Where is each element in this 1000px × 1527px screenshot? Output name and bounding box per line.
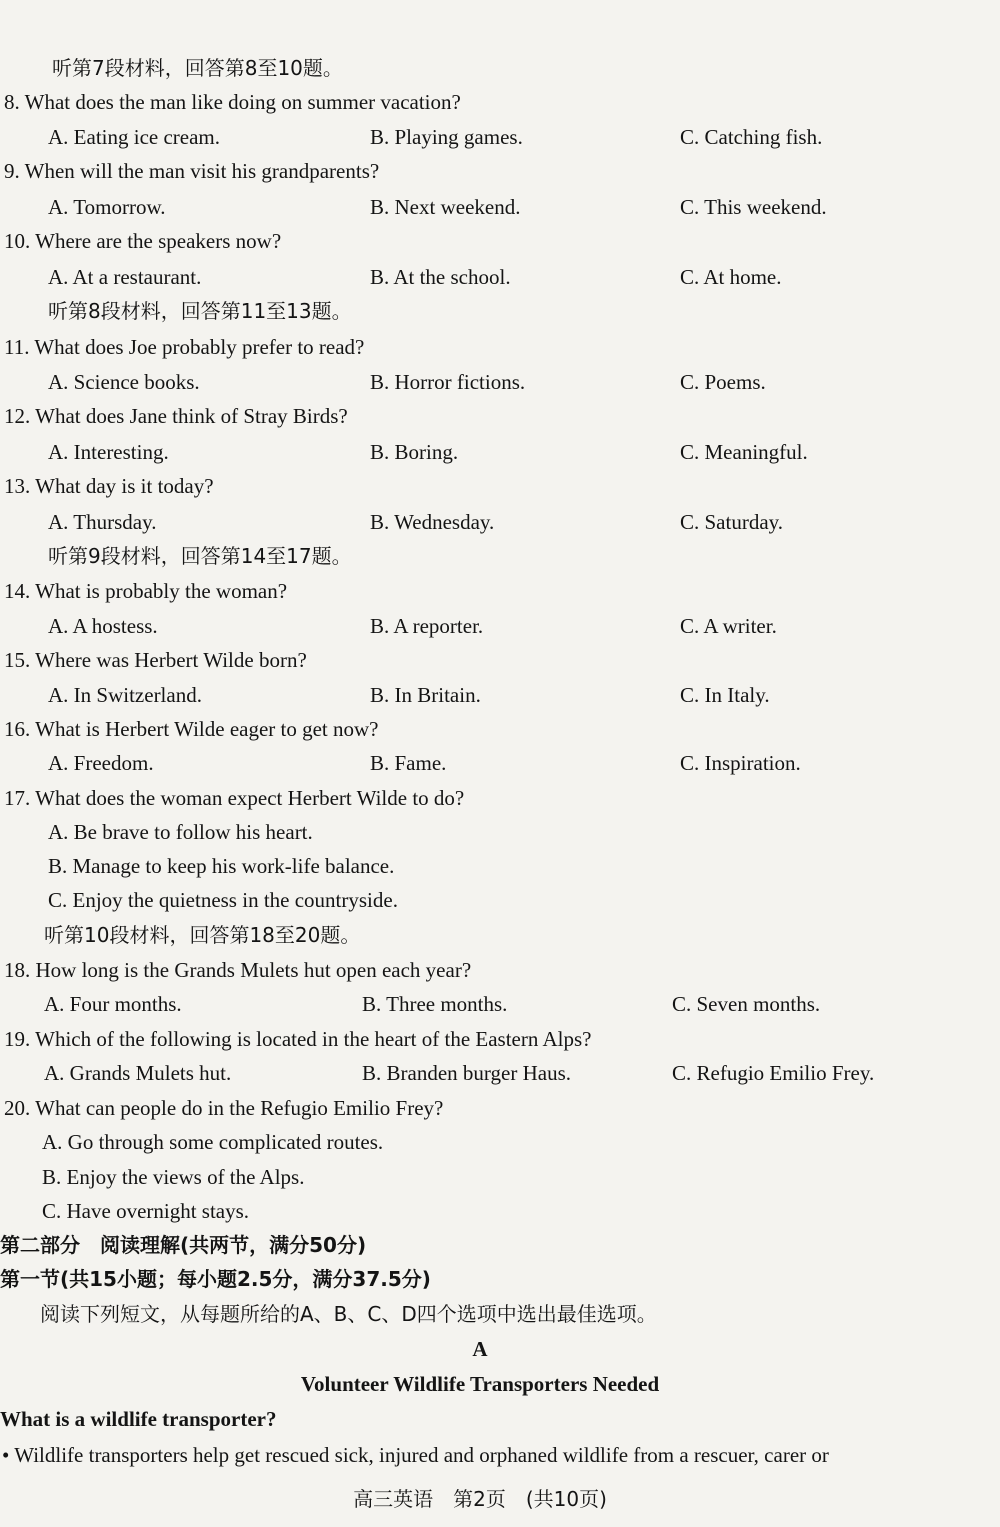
section-header: 听第10段材料，回答第18至20题。: [44, 923, 361, 947]
option-c: C. Saturday.: [680, 510, 784, 534]
option-b: B. Fame.: [370, 751, 447, 775]
option-c: C. Enjoy the quietness in the countryside.: [48, 888, 398, 912]
option-a: A. Be brave to follow his heart.: [48, 820, 313, 844]
part-title: 第二部分 阅读理解(共两节，满分50分): [0, 1233, 367, 1257]
option-c: C. A writer.: [680, 614, 777, 638]
option-b: B. Horror fictions.: [370, 370, 526, 394]
option-a: A. Grands Mulets hut.: [44, 1061, 232, 1085]
option-a: A. A hostess.: [48, 614, 158, 638]
section-header: 听第7段材料，回答第8至10题。: [52, 56, 343, 80]
option-c: C. Poems.: [680, 370, 766, 394]
subheading: What is a wildlife transporter?: [0, 1407, 277, 1431]
question-stem: 18. How long is the Grands Mulets hut open each year?: [4, 958, 472, 982]
option-b: B. Branden burger Haus.: [362, 1061, 571, 1085]
option-c: C. Seven months.: [672, 992, 821, 1016]
question-stem: 11. What does Joe probably prefer to read?: [4, 335, 365, 359]
option-a: A. Interesting.: [48, 440, 169, 464]
option-b: B. Three months.: [362, 992, 508, 1016]
option-a: A. In Switzerland.: [48, 683, 202, 707]
option-a: A. Eating ice cream.: [48, 125, 220, 149]
option-b: B. In Britain.: [370, 683, 481, 707]
option-b: B. Manage to keep his work-life balance.: [48, 854, 395, 878]
section-header: 听第9段材料，回答第14至17题。: [48, 544, 352, 568]
option-b: B. At the school.: [370, 265, 511, 289]
question-stem: 12. What does Jane think of Stray Birds?: [4, 404, 348, 428]
question-stem: 16. What is Herbert Wilde eager to get now?: [4, 717, 379, 741]
option-c: C. This weekend.: [680, 195, 827, 219]
section-header: 听第8段材料，回答第11至13题。: [48, 299, 352, 323]
option-a: A. Four months.: [44, 992, 182, 1016]
instruction: 阅读下列短文，从每题所给的A、B、C、D四个选项中选出最佳选项。: [40, 1302, 657, 1326]
option-a: A. At a restaurant.: [48, 265, 202, 289]
option-a: A. Go through some complicated routes.: [42, 1130, 384, 1154]
option-a: A. Science books.: [48, 370, 200, 394]
option-c: C. Have overnight stays.: [42, 1199, 250, 1223]
option-c: C. Meaningful.: [680, 440, 808, 464]
option-b: B. Playing games.: [370, 125, 523, 149]
question-stem: 19. Which of the following is located in the heart of the Eastern Alps?: [4, 1027, 592, 1051]
question-stem: 17. What does the woman expect Herbert Wilde to do?: [4, 786, 465, 810]
option-b: B. Wednesday.: [370, 510, 495, 534]
option-c: C. Inspiration.: [680, 751, 801, 775]
page-footer: 高三英语 第2页 (共10页): [353, 1487, 607, 1511]
passage-title: Volunteer Wildlife Transporters Needed: [300, 1372, 660, 1396]
option-c: C. Refugio Emilio Frey.: [672, 1061, 875, 1085]
option-c: C. Catching fish.: [680, 125, 823, 149]
option-c: C. In Italy.: [680, 683, 770, 707]
option-b: B. Enjoy the views of the Alps.: [42, 1165, 305, 1189]
question-stem: 14. What is probably the woman?: [4, 579, 288, 603]
question-stem: 20. What can people do in the Refugio Emilio Frey?: [4, 1096, 444, 1120]
section-title: 第一节(共15小题；每小题2.5分，满分37.5分): [0, 1267, 431, 1291]
passage-letter: A: [472, 1337, 488, 1361]
option-b: B. Next weekend.: [370, 195, 521, 219]
question-stem: 15. Where was Herbert Wilde born?: [4, 648, 307, 672]
option-b: B. Boring.: [370, 440, 459, 464]
option-a: A. Thursday.: [48, 510, 157, 534]
option-a: A. Tomorrow.: [48, 195, 166, 219]
bullet-paragraph: • Wildlife transporters help get rescued sick, injured and orphaned wildlife from a rescuer, carer or: [2, 1443, 829, 1467]
option-c: C. At home.: [680, 265, 782, 289]
option-a: A. Freedom.: [48, 751, 154, 775]
question-stem: 10. Where are the speakers now?: [4, 229, 282, 253]
question-stem: 13. What day is it today?: [4, 474, 214, 498]
question-stem: 8. What does the man like doing on summer vacation?: [4, 90, 461, 114]
option-b: B. A reporter.: [370, 614, 484, 638]
question-stem: 9. When will the man visit his grandparents?: [4, 159, 380, 183]
